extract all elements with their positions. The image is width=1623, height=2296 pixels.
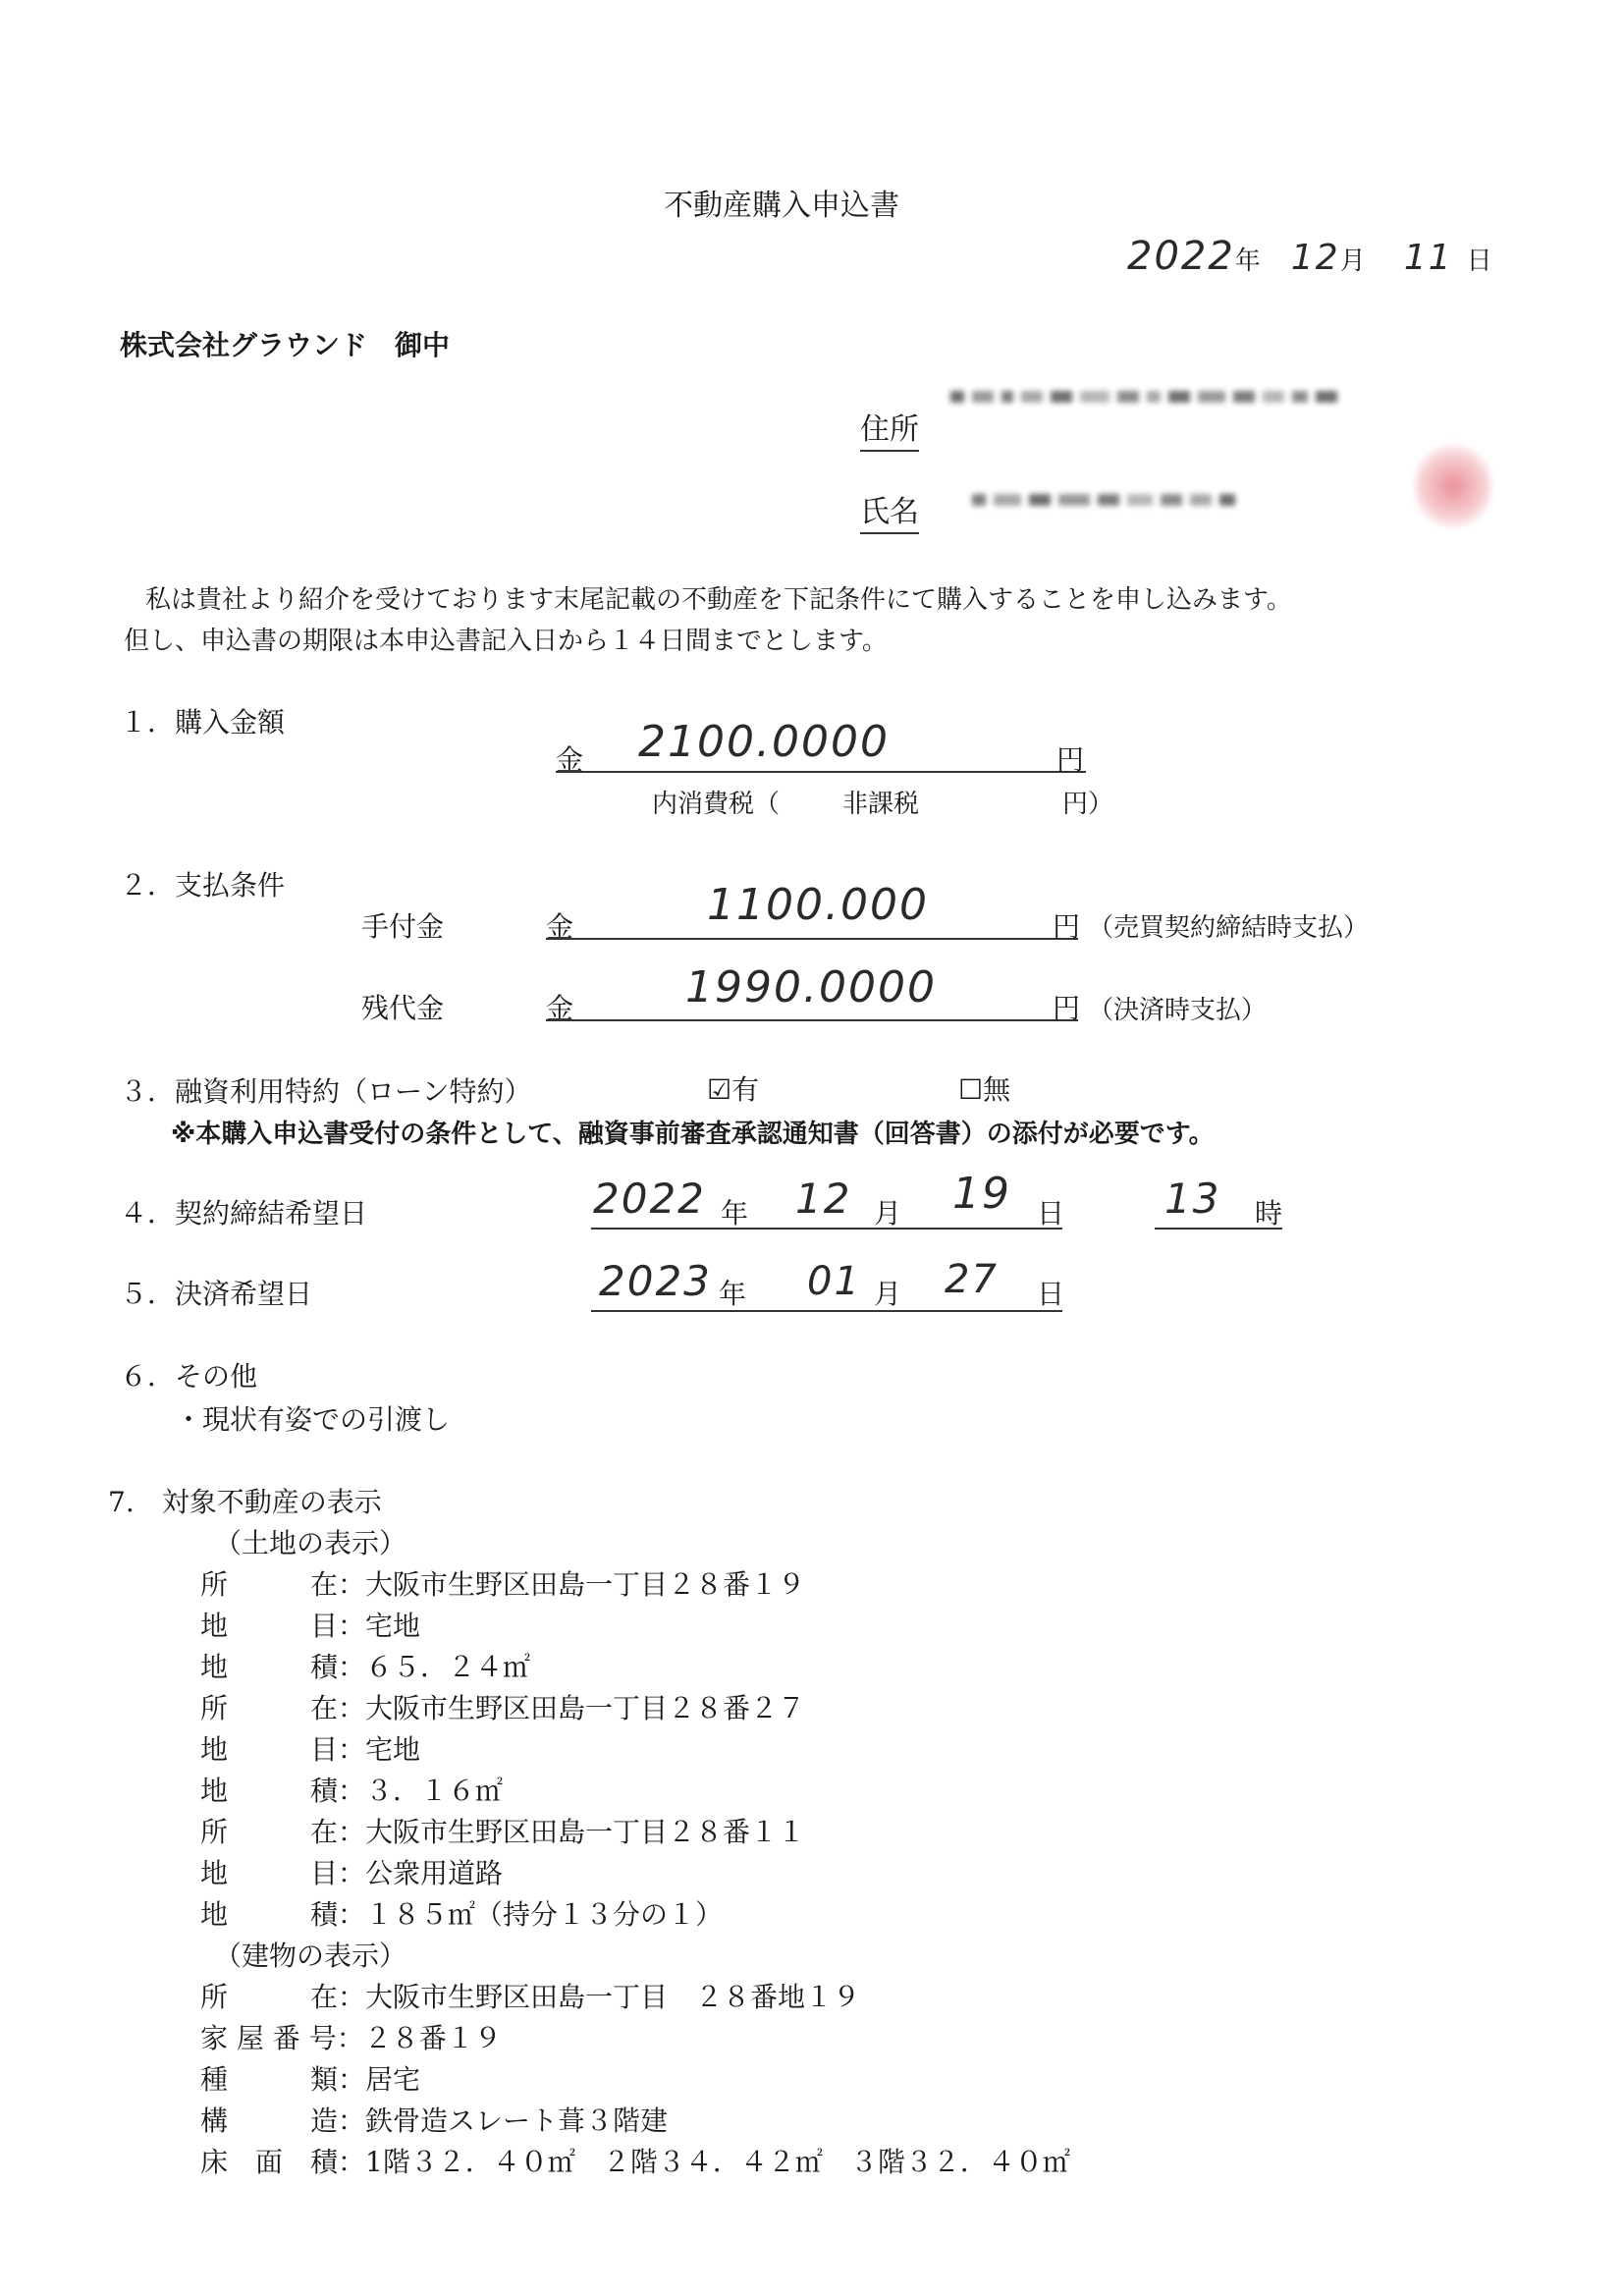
intro-line-2: 但し、申込書の期限は本申込書記入日から１４日間までとします。 <box>124 627 888 656</box>
row-key: 地 目 <box>200 1733 339 1766</box>
row-value: 大阪市生野区田島一丁目２８番２７ <box>365 1692 806 1724</box>
land-heading: （土地の表示） <box>214 1527 407 1559</box>
building-row: 種 類：居宅 <box>200 2063 421 2096</box>
land-row: 所 在：大阪市生野区田島一丁目２８番１１ <box>200 1816 806 1848</box>
settlement-year-unit: 年 <box>719 1278 747 1310</box>
settlement-day: 27 <box>945 1257 999 1302</box>
section-3-label: ３．融資利用特約（ローン特約） <box>120 1075 532 1108</box>
row-key: 所 在 <box>200 1568 339 1601</box>
building-row: 家 屋 番 号：２８番１９ <box>200 2022 502 2054</box>
row-key: 地 積 <box>200 1775 339 1807</box>
land-row: 地 目：公衆用道路 <box>200 1857 504 1889</box>
name-label: 氏名 <box>860 487 919 534</box>
row-value: 鉄骨造スレート葺３階建 <box>365 2105 669 2137</box>
intro-line-1: 私は貴社より紹介を受けております末尾記載の不動産を下記条件にて購入することを申し込みます。 <box>145 585 1292 615</box>
land-row: 地 目：宅地 <box>200 1733 421 1766</box>
building-row: 所 在：大阪市生野区田島一丁目 ２８番地１９ <box>200 1981 861 2013</box>
section-7-label: 7. 対象不動産の表示 <box>108 1486 382 1518</box>
land-row: 地 目：宅地 <box>200 1610 421 1642</box>
redacted-name <box>972 491 1404 526</box>
row-value: ３．１６㎡ <box>365 1775 504 1807</box>
purchase-amount-line <box>556 771 1086 773</box>
contract-month-unit: 月 <box>874 1197 902 1230</box>
document-title: 不動産購入申込書 <box>664 189 899 223</box>
deposit-line <box>546 938 1078 940</box>
loan-no-option <box>958 1068 1010 1108</box>
loan-yes-checkbox[interactable]: ☑ <box>707 1073 732 1106</box>
loan-note: ※本購入申込書受付の条件として、融資事前審査承認通知書（回答書）の添付が必要です。 <box>171 1120 1215 1149</box>
contract-month: 12 <box>795 1175 852 1223</box>
balance-label: 残代金 <box>361 992 445 1024</box>
other-item: ・現状有姿での引渡し <box>175 1403 451 1436</box>
balance-value: 1990.0000 <box>685 962 937 1012</box>
row-value: 居宅 <box>365 2063 421 2096</box>
row-value: 大阪市生野区田島一丁目２８番１１ <box>365 1816 806 1848</box>
row-key: 種 類 <box>200 2063 339 2096</box>
section-5-label: ５．決済希望日 <box>120 1278 313 1310</box>
settlement-year: 2023 <box>599 1257 712 1305</box>
land-row: 所 在：大阪市生野区田島一丁目２８番１９ <box>200 1568 806 1601</box>
row-key: 所 在 <box>200 1981 339 2013</box>
row-value: 宅地 <box>365 1733 421 1766</box>
contract-day: 19 <box>952 1169 1011 1219</box>
land-row: 地 積：６５．２４㎡ <box>200 1651 531 1683</box>
seal-stamp <box>1414 442 1492 530</box>
balance-note: （決済時支払） <box>1088 996 1268 1025</box>
row-key: 地 積 <box>200 1651 339 1683</box>
balance-line <box>546 1019 1078 1021</box>
row-value: 1階３２．４０㎡ ２階３４．４２㎡ ３階３２．４０㎡ <box>365 2146 1070 2178</box>
loan-no-label: 無 <box>983 1073 1011 1106</box>
purchase-amount-value: 2100.0000 <box>638 717 890 767</box>
loan-yes-option <box>707 1068 759 1108</box>
row-value: 大阪市生野区田島一丁目２８番１９ <box>365 1568 806 1601</box>
date-year-unit: 年 <box>1234 246 1261 276</box>
settlement-day-unit: 日 <box>1037 1278 1065 1310</box>
settlement-date-line <box>591 1310 1062 1312</box>
tax-label-close: 円） <box>1062 790 1114 819</box>
row-key: 所 在 <box>200 1692 339 1724</box>
balance-suffix: 円 <box>1053 992 1081 1024</box>
address-label: 住所 <box>860 405 919 452</box>
deposit-value: 1100.000 <box>707 880 929 930</box>
document-date <box>1127 234 1492 279</box>
row-value: ６５．２４㎡ <box>365 1651 531 1683</box>
row-key: 構 造 <box>200 2105 339 2137</box>
addressee: 株式会社グラウンド 御中 <box>120 329 451 361</box>
row-key: 所 在 <box>200 1816 339 1848</box>
land-row: 地 積：１８５㎡（持分１３分の１） <box>200 1898 724 1931</box>
row-value: 公衆用道路 <box>365 1857 504 1889</box>
row-value: 大阪市生野区田島一丁目 ２８番地１９ <box>365 1981 861 2013</box>
row-value: 宅地 <box>365 1610 421 1642</box>
row-key: 地 目 <box>200 1857 339 1889</box>
redacted-address <box>950 388 1520 427</box>
date-month-unit: 月 <box>1339 246 1366 276</box>
row-key: 床 面 積 <box>200 2146 339 2178</box>
settlement-month: 01 <box>807 1259 861 1304</box>
deposit-label: 手付金 <box>361 910 445 943</box>
section-2-label: ２．支払条件 <box>120 869 286 902</box>
deposit-prefix: 金 <box>546 910 574 943</box>
deposit-suffix: 円 <box>1053 910 1081 943</box>
building-heading: （建物の表示） <box>214 1940 407 1972</box>
tax-label-open: 内消費税（ <box>652 790 781 819</box>
tax-value: 非課税 <box>842 790 920 819</box>
land-row: 地 積：３．１６㎡ <box>200 1775 504 1807</box>
row-key: 地 積 <box>200 1898 339 1931</box>
row-value: １８５㎡（持分１３分の１） <box>365 1898 724 1931</box>
purchase-amount-suffix: 円 <box>1056 743 1085 776</box>
row-key: 地 目 <box>200 1610 339 1642</box>
balance-prefix: 金 <box>546 992 574 1024</box>
section-6-label: ６．その他 <box>120 1360 258 1393</box>
contract-hour-unit: 時 <box>1255 1197 1283 1230</box>
deposit-note: （売買契約締結時支払） <box>1088 913 1370 943</box>
section-4-label: ４．契約締結希望日 <box>120 1197 368 1230</box>
contract-hour: 13 <box>1164 1175 1221 1223</box>
contract-year-unit: 年 <box>721 1197 749 1230</box>
date-month: 12 <box>1290 238 1340 278</box>
building-row: 床 面 積：1階３２．４０㎡ ２階３４．４２㎡ ３階３２．４０㎡ <box>200 2146 1070 2178</box>
building-row: 構 造：鉄骨造スレート葺３階建 <box>200 2105 669 2137</box>
loan-yes-label: 有 <box>731 1073 760 1106</box>
land-row: 所 在：大阪市生野区田島一丁目２８番２７ <box>200 1692 806 1724</box>
contract-year: 2022 <box>593 1175 706 1223</box>
purchase-amount-prefix: 金 <box>556 743 584 776</box>
date-day: 11 <box>1403 238 1453 278</box>
date-day-unit: 日 <box>1466 246 1492 276</box>
section-1-label: １．購入金額 <box>120 706 286 738</box>
loan-no-checkbox[interactable]: ☐ <box>958 1073 984 1106</box>
date-year: 2022 <box>1127 234 1235 279</box>
row-key: 家 屋 番 号 <box>200 2022 337 2054</box>
contract-day-unit: 日 <box>1037 1197 1065 1230</box>
row-value: ２８番１９ <box>363 2022 502 2054</box>
contract-date-line <box>591 1228 1062 1230</box>
settlement-month-unit: 月 <box>874 1278 902 1310</box>
